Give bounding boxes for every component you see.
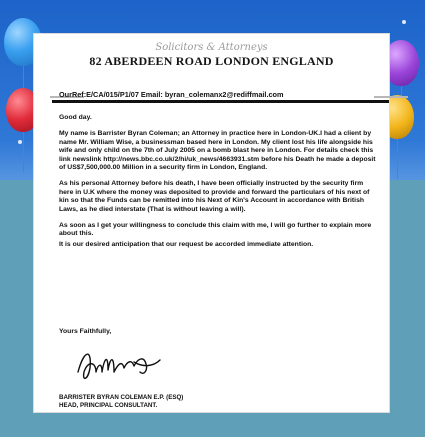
header-rule [52,100,389,103]
signer-block [59,394,309,410]
body-paragraph: It is our desired anticipation that our request be accorded immediate attention. [59,240,314,248]
handwritten-signature [74,342,164,386]
reference-line: OurRef:E/CA/015/P1/07 Email: byran_colemanx2@rediffmail.com [59,90,284,99]
letter-page [33,33,390,413]
greeting: Good day. [59,114,92,121]
body-paragraph: As his personal Attorney before his death, I have been officially instructed by the security firm here in U.K where the money was deposited to provide and forward the particulars of his next of kin so that the Funds can be remitted into his Next of Kin's Account in accordance with British Laws, as he died interstate (That is without leaving a will). [59,180,370,213]
signer-name: BARRISTER BYRAN COLEMAN E.P. (ESQ) [59,394,184,401]
firm-name: Solicitors & Attorneys [155,42,268,53]
signer-title: HEAD, PRINCIPAL CONSULTANT. [59,402,158,409]
star-decoration [18,140,22,144]
body-paragraph: My name is Barrister Byran Coleman; an Attorney in practice here in London-UK.I had a client by name Mr. William Wise, a businessman based here in London. My client lost his life alongside his wife and only child on the 7th of July 2005 on a bomb blast here in London. For details check this link newslink http://news.bbc.co.uk/2/hi/uk_news/4663931.stm before his Death he made a deposit of US$7,500,000.00 Million in a security firm in London, England. [59,130,376,172]
letterhead-address: 82 ABERDEEN ROAD LONDON ENGLAND [89,54,334,68]
closing-salutation: Yours Faithfully, [59,328,112,335]
letter-body [59,114,377,257]
body-paragraph: As soon as I get your willingness to conclude this claim with me, I will go further to explain more about this. [59,222,372,238]
star-decoration [402,20,406,24]
